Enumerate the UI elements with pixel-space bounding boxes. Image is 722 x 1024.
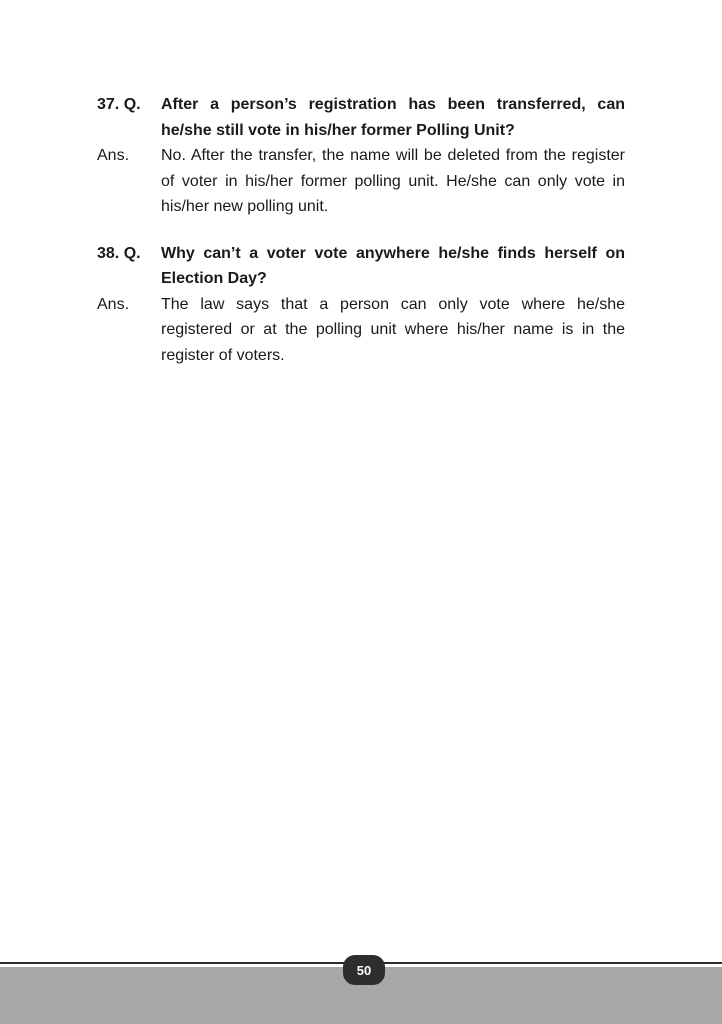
qa-item-38 xyxy=(97,241,625,369)
answer-text: No. After the transfer, the name will be deleted from the register of voter in his/her former polling unit. He/she can only vote in his/her new polling unit. xyxy=(161,147,625,215)
answer-row xyxy=(97,143,625,220)
qa-item-37 xyxy=(97,92,625,220)
answer-text: The law says that a person can only vote where he/she registered or at the polling unit where his/her name is in the register of voters. xyxy=(161,295,625,364)
page-number-badge: 50 xyxy=(343,955,385,985)
answer-label: Ans. xyxy=(97,147,130,164)
question-text: Why can’t a voter vote anywhere he/she finds herself on Election Day? xyxy=(161,244,625,287)
question-row xyxy=(97,92,625,143)
answer-row xyxy=(97,292,625,369)
answer-label: Ans. xyxy=(97,295,130,313)
question-text: After a person’s registration has been transferred, can he/she still vote in his/her former Polling Unit? xyxy=(161,96,625,139)
question-row xyxy=(97,241,625,292)
question-label: 38. Q. xyxy=(97,244,141,262)
question-label: 37. Q. xyxy=(97,96,141,113)
qa-content xyxy=(97,92,625,389)
